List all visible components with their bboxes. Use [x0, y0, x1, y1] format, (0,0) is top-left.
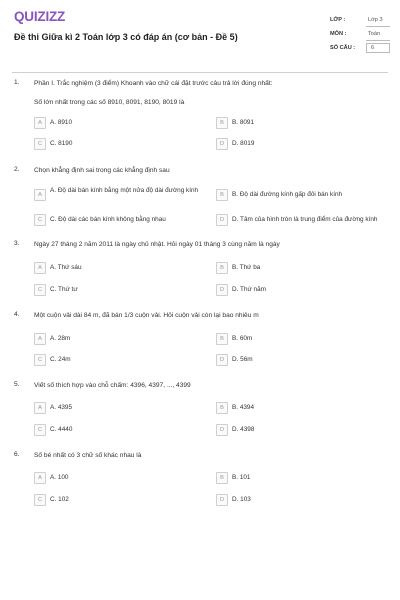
- question-number: 5.: [14, 381, 20, 388]
- option-text: C. 102: [50, 496, 69, 503]
- option-letter-box: C: [34, 424, 46, 436]
- option-text: C. Độ dài các bán kính không bằng nhau: [50, 216, 166, 223]
- option-text: D. 4398: [232, 426, 255, 433]
- option-text: B. 8091: [232, 119, 255, 126]
- option-text: A. Độ dài bán kính bằng một nửa độ dài đường kính: [50, 187, 199, 194]
- option-letter-box: D: [216, 494, 228, 506]
- option-text: A. 8910: [50, 119, 73, 126]
- option-letter-box: A: [34, 472, 46, 484]
- question-text: Ngày 27 tháng 2 năm 2011 là ngày chủ nhật. Hỏi ngày 01 tháng 3 cùng năm là ngày: [34, 241, 280, 248]
- question-text: Số bé nhất có 3 chữ số khác nhau là: [34, 452, 142, 459]
- header-divider: [12, 72, 388, 73]
- option-text: A. 100: [50, 474, 69, 481]
- option-letter-box: C: [34, 494, 46, 506]
- meta-class-label: LỚP :: [330, 17, 346, 23]
- question-number: 4.: [14, 311, 20, 318]
- worksheet-title: Đề thi Giữa kì 2 Toán lớp 3 có đáp án (cơ bản - Đề 5): [14, 32, 238, 42]
- option-letter-box: D: [216, 214, 228, 226]
- option-text: B. Độ dài đường kính gấp đôi bán kính: [232, 191, 343, 198]
- option-text: A. 28m: [50, 335, 71, 342]
- option-letter-box: B: [216, 402, 228, 414]
- meta-class: [330, 14, 390, 28]
- option-text: B. 101: [232, 474, 251, 481]
- option-text: B. 60m: [232, 335, 253, 342]
- question-text: Chọn khẳng định sai trong các khẳng định sau: [34, 167, 170, 174]
- option-text: B. 4394: [232, 404, 255, 411]
- worksheet-meta: [330, 14, 390, 56]
- option-letter-box: D: [216, 284, 228, 296]
- option-letter-box: C: [34, 214, 46, 226]
- question-text: Phần I. Trắc nghiệm (3 điểm) Khoanh vào chữ cái đặt trước câu trả lời đúng nhất:: [34, 80, 273, 87]
- option-letter-box: A: [34, 189, 46, 201]
- meta-count-label: SỐ CÂU :: [330, 45, 356, 51]
- question-number: 3.: [14, 240, 20, 247]
- option-letter-box: A: [34, 333, 46, 345]
- option-letter-box: A: [34, 262, 46, 274]
- option-text: B. Thứ ba: [232, 264, 261, 271]
- meta-subject: [330, 28, 390, 42]
- option-text: A. 4395: [50, 404, 73, 411]
- meta-count: [330, 42, 390, 56]
- quizizz-logo: QUIZIZZ: [14, 9, 66, 24]
- option-letter-box: B: [216, 333, 228, 345]
- meta-subject-value: Toán: [368, 31, 381, 37]
- option-text: C. Thứ tư: [50, 286, 78, 293]
- option-letter-box: D: [216, 424, 228, 436]
- option-letter-box: D: [216, 354, 228, 366]
- option-letter-box: A: [34, 402, 46, 414]
- option-letter-box: B: [216, 117, 228, 129]
- option-text: D. 56m: [232, 356, 253, 363]
- question-subtext: Số lớn nhất trong các số 8910, 8091, 8190, 8019 là: [34, 99, 185, 106]
- worksheet-header: [0, 0, 400, 70]
- option-letter-box: D: [216, 138, 228, 150]
- question-number: 6.: [14, 451, 20, 458]
- question-number: 1.: [14, 79, 20, 86]
- meta-class-value: Lớp 3: [368, 17, 383, 23]
- option-text: A. Thứ sáu: [50, 264, 82, 271]
- question-text: Viết số thích hợp vào chỗ chấm: 4396, 4397, ..., 4399: [34, 382, 191, 389]
- option-text: C. 24m: [50, 356, 71, 363]
- option-text: D. Tâm của hình tròn là trung điểm của đường kính: [232, 216, 378, 223]
- option-letter-box: C: [34, 284, 46, 296]
- option-letter-box: C: [34, 138, 46, 150]
- option-letter-box: A: [34, 117, 46, 129]
- meta-count-value: 6: [366, 43, 390, 53]
- option-letter-box: B: [216, 472, 228, 484]
- option-text: C. 4440: [50, 426, 73, 433]
- option-letter-box: C: [34, 354, 46, 366]
- question-number: 2.: [14, 166, 20, 173]
- option-text: C. 8190: [50, 140, 73, 147]
- meta-underline: [366, 26, 390, 27]
- option-letter-box: B: [216, 262, 228, 274]
- meta-subject-label: MÔN :: [330, 31, 347, 37]
- option-text: D. 103: [232, 496, 251, 503]
- meta-underline: [366, 40, 390, 41]
- question-text: Một cuộn vải dài 84 m, đã bán 1/3 cuộn vải. Hỏi cuộn vải còn lại bao nhiêu m: [34, 312, 259, 319]
- option-text: D. 8019: [232, 140, 255, 147]
- option-text: D. Thứ năm: [232, 286, 266, 293]
- option-letter-box: B: [216, 189, 228, 201]
